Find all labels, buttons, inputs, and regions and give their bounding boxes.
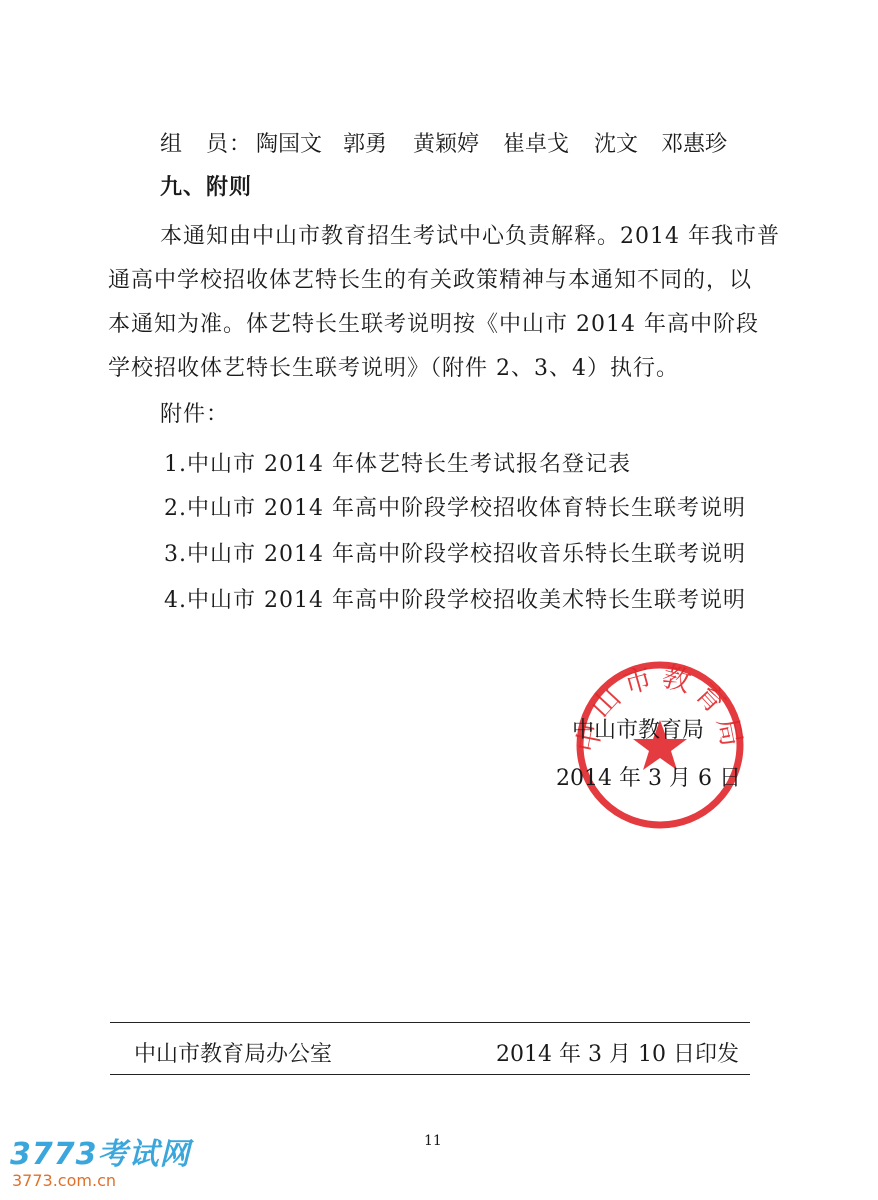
watermark-url: 3773.com.cn xyxy=(12,1171,116,1190)
footer-bottom-rule xyxy=(110,1074,750,1075)
member-name: 崔卓戈 xyxy=(503,132,570,157)
member-name: 邓惠珍 xyxy=(661,132,728,157)
section-heading: 九、附则 xyxy=(160,174,253,200)
attachment-item: 3.中山市 2014 年高中阶段学校招收音乐特长生联考说明 xyxy=(164,542,746,567)
member-name: 沈文 xyxy=(594,132,639,157)
footer-issuer: 中山市教育局办公室 xyxy=(134,1042,333,1067)
watermark-brand: 3773考试网 xyxy=(10,1137,191,1172)
members-label: 组 员： xyxy=(160,132,253,157)
site-watermark xyxy=(10,1138,191,1190)
member-name: 陶国文 xyxy=(256,132,323,157)
paragraph-line: 通高中学校招收体艺特长生的有关政策精神与本通知不同的，以 xyxy=(108,268,753,293)
signature-organization: 中山市教育局 xyxy=(572,718,705,743)
attachment-item: 1.中山市 2014 年体艺特长生考试报名登记表 xyxy=(164,452,631,477)
attachments-label: 附件： xyxy=(160,402,230,427)
attachment-item: 4.中山市 2014 年高中阶段学校招收美术特长生联考说明 xyxy=(164,588,746,613)
paragraph-line: 本通知由中山市教育招生考试中心负责解释。2014 年我市普 xyxy=(160,224,780,249)
page-number: 11 xyxy=(424,1133,442,1149)
member-name: 郭勇 xyxy=(343,132,388,157)
footer-print-date: 2014 年 3 月 10 日印发 xyxy=(496,1042,739,1067)
member-name: 黄颖婷 xyxy=(413,132,480,157)
signature-date: 2014 年 3 月 6 日 xyxy=(556,766,741,791)
paragraph-line: 学校招收体艺特长生联考说明》（附件 2、3、4）执行。 xyxy=(108,356,679,381)
seal-text: 山市教育 xyxy=(583,660,737,725)
attachment-item: 2.中山市 2014 年高中阶段学校招收体育特长生联考说明 xyxy=(164,496,746,521)
paragraph-line: 本通知为准。体艺特长生联考说明按《中山市 2014 年高中阶段 xyxy=(108,312,759,337)
footer-top-rule xyxy=(110,1022,750,1023)
